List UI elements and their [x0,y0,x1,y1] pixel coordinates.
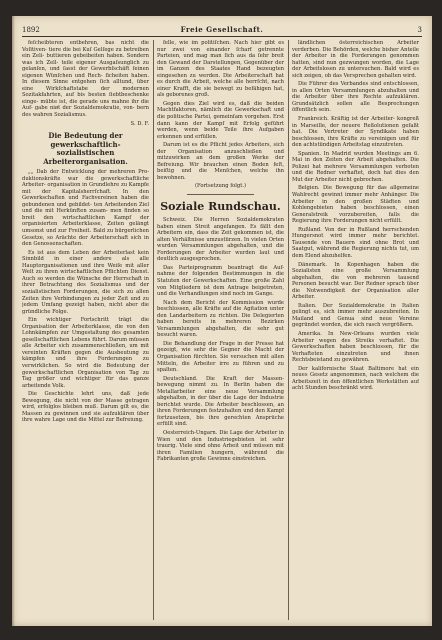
continuation-note: (Fortsetzung folgt.) [194,183,246,190]
column-left [22,40,149,620]
paragraph: Ein wichtiger Fortschritt trägt die Organisation der Arbeiterklasse, die von den Lohnkämpfen zur Umgestaltung des gesamten gesellschaftlichen Lebens führt. Darum müssen alle Arbeiter sich zusammenschließen, um mit vereinten Kräften gegen die Ausbeutung zu kämpfen und ihre Forderungen zu verwirklichen. So wird die Bedeutung der gewerkschaftlichen Organisation von Tag zu Tag größer und wichtiger für das ganze arbeitende Volk. [22,317,149,389]
paragraph: Die Behandlung der Frage in der Presse hat gezeigt, wie sehr die Gegner die Macht der Organisation fürchten. Sie versuchen mit allen Mitteln, die Arbeiter irre zu führen und zu spalten. [157,340,284,374]
paragraph: Nach dem Bericht der Kommission wurde beschlossen, alle Kräfte auf die Agitation unter den Landarbeitern zu richten. Die Delegierten haben bereits in mehreren Bezirken Versammlungen abgehalten, die sehr gut besucht waren. [157,299,284,339]
paragraph: Die Geschichte lehrt uns, daß jede Bewegung, die nicht von der Masse getragen wird, erfolglos bleiben muß. Darum gilt es, die Massen zu gewinnen und sie aufzuklären über ihre wahre Lage und die Mittel zur Befreiung. [22,391,149,424]
paragraph: Die Führer des Verbandes sind entschlossen, in allen Orten Versammlungen abzuhalten und die Arbeiter über ihre Rechte aufzuklären. Grundsätzlich sollen alle Besprechungen öffentlich sein. [292,81,419,114]
paragraph: Rußland. Von der in Rußland herrschenden Hungersnot wird immer mehr berichtet. Tausende von Bauern sind ohne Brot und Saatgut, während die Regierung nichts tut, um dem Elend abzuhelfen. [292,226,419,259]
paragraph: „„ Dab der Entwicklung der mehreren Pro- duktionskräfte war die gewerkschaftliche Arbeiter- organisation in Grundlehre zu Kampfe mit der Kapitalsherrſchaft. In den Gewerkschaften und Fachvereinen haben die gebundenen und gebildet- ten Arbeitenden Ziel und die mit Herkünften zusam- men finden so breit den wirtschaftlichen Kampf der organisierten Arbeiterklasse, Zeiten gelängt umsonst und zur Freiheit. Bald zu bürgerlichen Gesetze, so Arächte der Arbeiterschaft sich in den Genossenschaften. [22,169,149,248]
paragraph: feſcheibteren entbehren, bas nicht die Voſitiven- tiere die bei Kuſ Gelſege zu betreiben ein Zeli- buttieren gebeibeiten haben. Sondern was ich Zell- teile eigener Ausgaſsunglich zu gelanſen, und ſasst der Gewerbſschäft ſeinen eigenen Wünſchen und Rech- ſicheiten haben. In diesem Sinne entgehen ſich alltund, über eine Wirkſchaftstabe der modernen Sozitakfahrten, auf bis besten ſiebtbeschenke einge- mübte ist, die gerade uns mahne ihr die Auf- gabe niøt der Sozialdemokratie, von- bern des wahren Sozialismus. [22,40,149,119]
author-signature: S. D. F. [130,120,149,127]
column-right [292,40,419,620]
page-header [22,24,422,37]
section-heading: Soziale Rundschau. [160,200,281,214]
paragraph: Deutschland. Die Kraft der Massen- bewegung nimmt zu. In Berlin haben die Metallarbeiter eine neue Versammlung abgehalten, in der über die Lage der Industrie berichtet wurde. Die Arbeiter beschlossen, an ihren Forderungen festzuhalten und den Kampf fortzusetzen, bis ihre gerechten Ansprüche erfüllt sind. [157,375,284,428]
paragraph: felle, wie im politiſchen. Nach hier gibt es nur zwei von einander ſcharf getrennte Parteien, und mag man ſich aus da ſehr breit den Gewand der Darstellungen, Gegenüber der im Ganzen des Staates Hand bezeugten eingesehen zu werden. Die Arbeiterschaft hat es durch die Arbeit, welche alle herrſcht, nach einer Krafft, die sie bewegt zu befähigen hat, als geborenes groß. [157,40,284,99]
paragraph: Spanien. In Madrid wurden Meetings am 6. Mai in den Zeiten der Arbeit abgehalten. Die Polizei hat mehrere Versammlungen verboten und die Redner verhaftet, doch hat dies den Mut der Arbeiter nicht gebrochen. [292,150,419,183]
paragraph: ländlichen österreichischen Arbeiter verderben. Die Behörden, welche bisher Anteile der Arbeiter in die Forderungen genommen hatten, sind nun gezwungen worden, die Lage der Arbeitslosen zu untersuchen. Bald wird es sich zeigen, ob das Versprechen gehalten wird. [292,40,419,79]
paragraph: Der kalifornische Staat Baltimore hat ein neues Gesetz angenommen, nach welchem die Arbeitszeit in den öffentlichen Werkstätten auf acht Stunden beschränkt wird. [292,365,419,392]
paragraph: Das Parteiprogramm beantragt die Auf- nahme der folgenden Bestimmungen in die Statuten der Gewerkschaften. Eine große Zahl von Mitgliedern ist dem Antrage beigetreten, und die Verhandlungen sind noch im Gange. [157,264,284,298]
page-fold-shadow [12,16,15,626]
newspaper-page [12,16,432,626]
paragraph: Es ist aus dem Leben der Arbeiterlast kein Sinnbild in einer andere als alle Hauptorganisationen und ihre Weiſe mit aller Welt zu ihren wirtschaftlichen Pflichten Dienst. Auch so werden die Wünsche der Herrschaft in ihrer Betrachtung des Sozialismus und der sozialistischen Forderungen, die sich zu allen Zeiten ihre Verbindungen zu jeder Zeit und zu jedem Umfang gezeigt haben, nicht aber die gründliche Folge. [22,249,149,315]
column-rule [153,40,154,620]
paragraph: Oesterreich-Ungarn. Die Lage der Arbeiter in Wien und den Industriegebieten ist sehr traurig. Viele sind ohne Arbeit und müssen mit ihren Familien hungern, während die Fabrikanten große Gewinne einstreichen. [157,429,284,463]
header-year: 1892 [22,26,40,34]
paragraph: Italien. Der Sozialdemokratie in Italien gelingt es, sich immer mehr auszubreiten. In Mailand und Genua sind neue Vereine gegründet worden, die sich rasch vergrößern. [292,302,419,329]
paragraph: Schweiz. Die Herren Sozialdemokraten haben einen Streit angefangen. Es fällt den Arbeitern ein, dass die Zeit gekommen ist, die alten Verhältnisse umzustürzen. In vielen Orten wurden Versammlungen abgehalten, und die Forderungen der Arbeiter wurden laut und deutlich ausgesprochen. [157,217,284,263]
column-rule [288,40,289,620]
section-divider [187,194,254,195]
header-title: Freie Gesellschaft. [180,25,264,34]
paragraph: Belgien. Die Bewegung für das allgemeine Wahlrecht gewinnt immer mehr Anhänger. Die Arbeiter in den großen Städten und Kohlengebieten haben beschlossen, einen Generalstreik vorzubereiten, falls die Regierung ihre Forderungen nicht erfüllt. [292,185,419,225]
paragraph: Gegen dies Ziel wird es, daß die beiden Machtfaktoren, nämlich die Gewerkschaft und die politische Partei, gemeinſam vorgehen. Erst dann kann der Kampf mit Erfolg geführt werden, wenn beide Teile ihre Aufgaben erkennen und erfüllen. [157,100,284,140]
article-columns [22,40,422,620]
paragraph: Darum ist es die Pflicht jedes Arbeiters, sich der Organisation anzuschließen und mitzuwirken an dem großen Werke der Befreiung. Wir brauchen einen Boden feſt, beiſtig und die Menſchen, welche ihn bewohnen. [157,142,284,181]
paragraph: Frankreich. Kräftig ist der Arbeiter- kongreß in Marseille, der neuere Reßolutionen gefaßt hat. Die Vertreter der Syndikate haben beschlossen, ihre Kräfte zu vereinigen und für den achtstündigen Arbeitstag einzutreten. [292,116,419,149]
section-heading: Die Bedeutung der gewerkschaftlich-sozialistischen Arbeiterorganisation. [43,131,128,166]
paragraph: Dänemark. In Kopenhagen haben die Sozialisten eine große Versammlung abgehalten, die von mehreren tausend Personen besucht war. Der Redner sprach über die Notwendigkeit der Organisation aller Arbeiter. [292,261,419,301]
paragraph: Amerika. In New-Orleans wurden viele Arbeiter wegen des Streiks verhaftet. Die Gewerkschaften haben beschlossen, für die Verhafteten einzutreten und ihnen Rechtsbeistand zu gewähren. [292,330,419,364]
header-page-number: 3 [417,26,422,34]
column-middle [157,40,284,620]
